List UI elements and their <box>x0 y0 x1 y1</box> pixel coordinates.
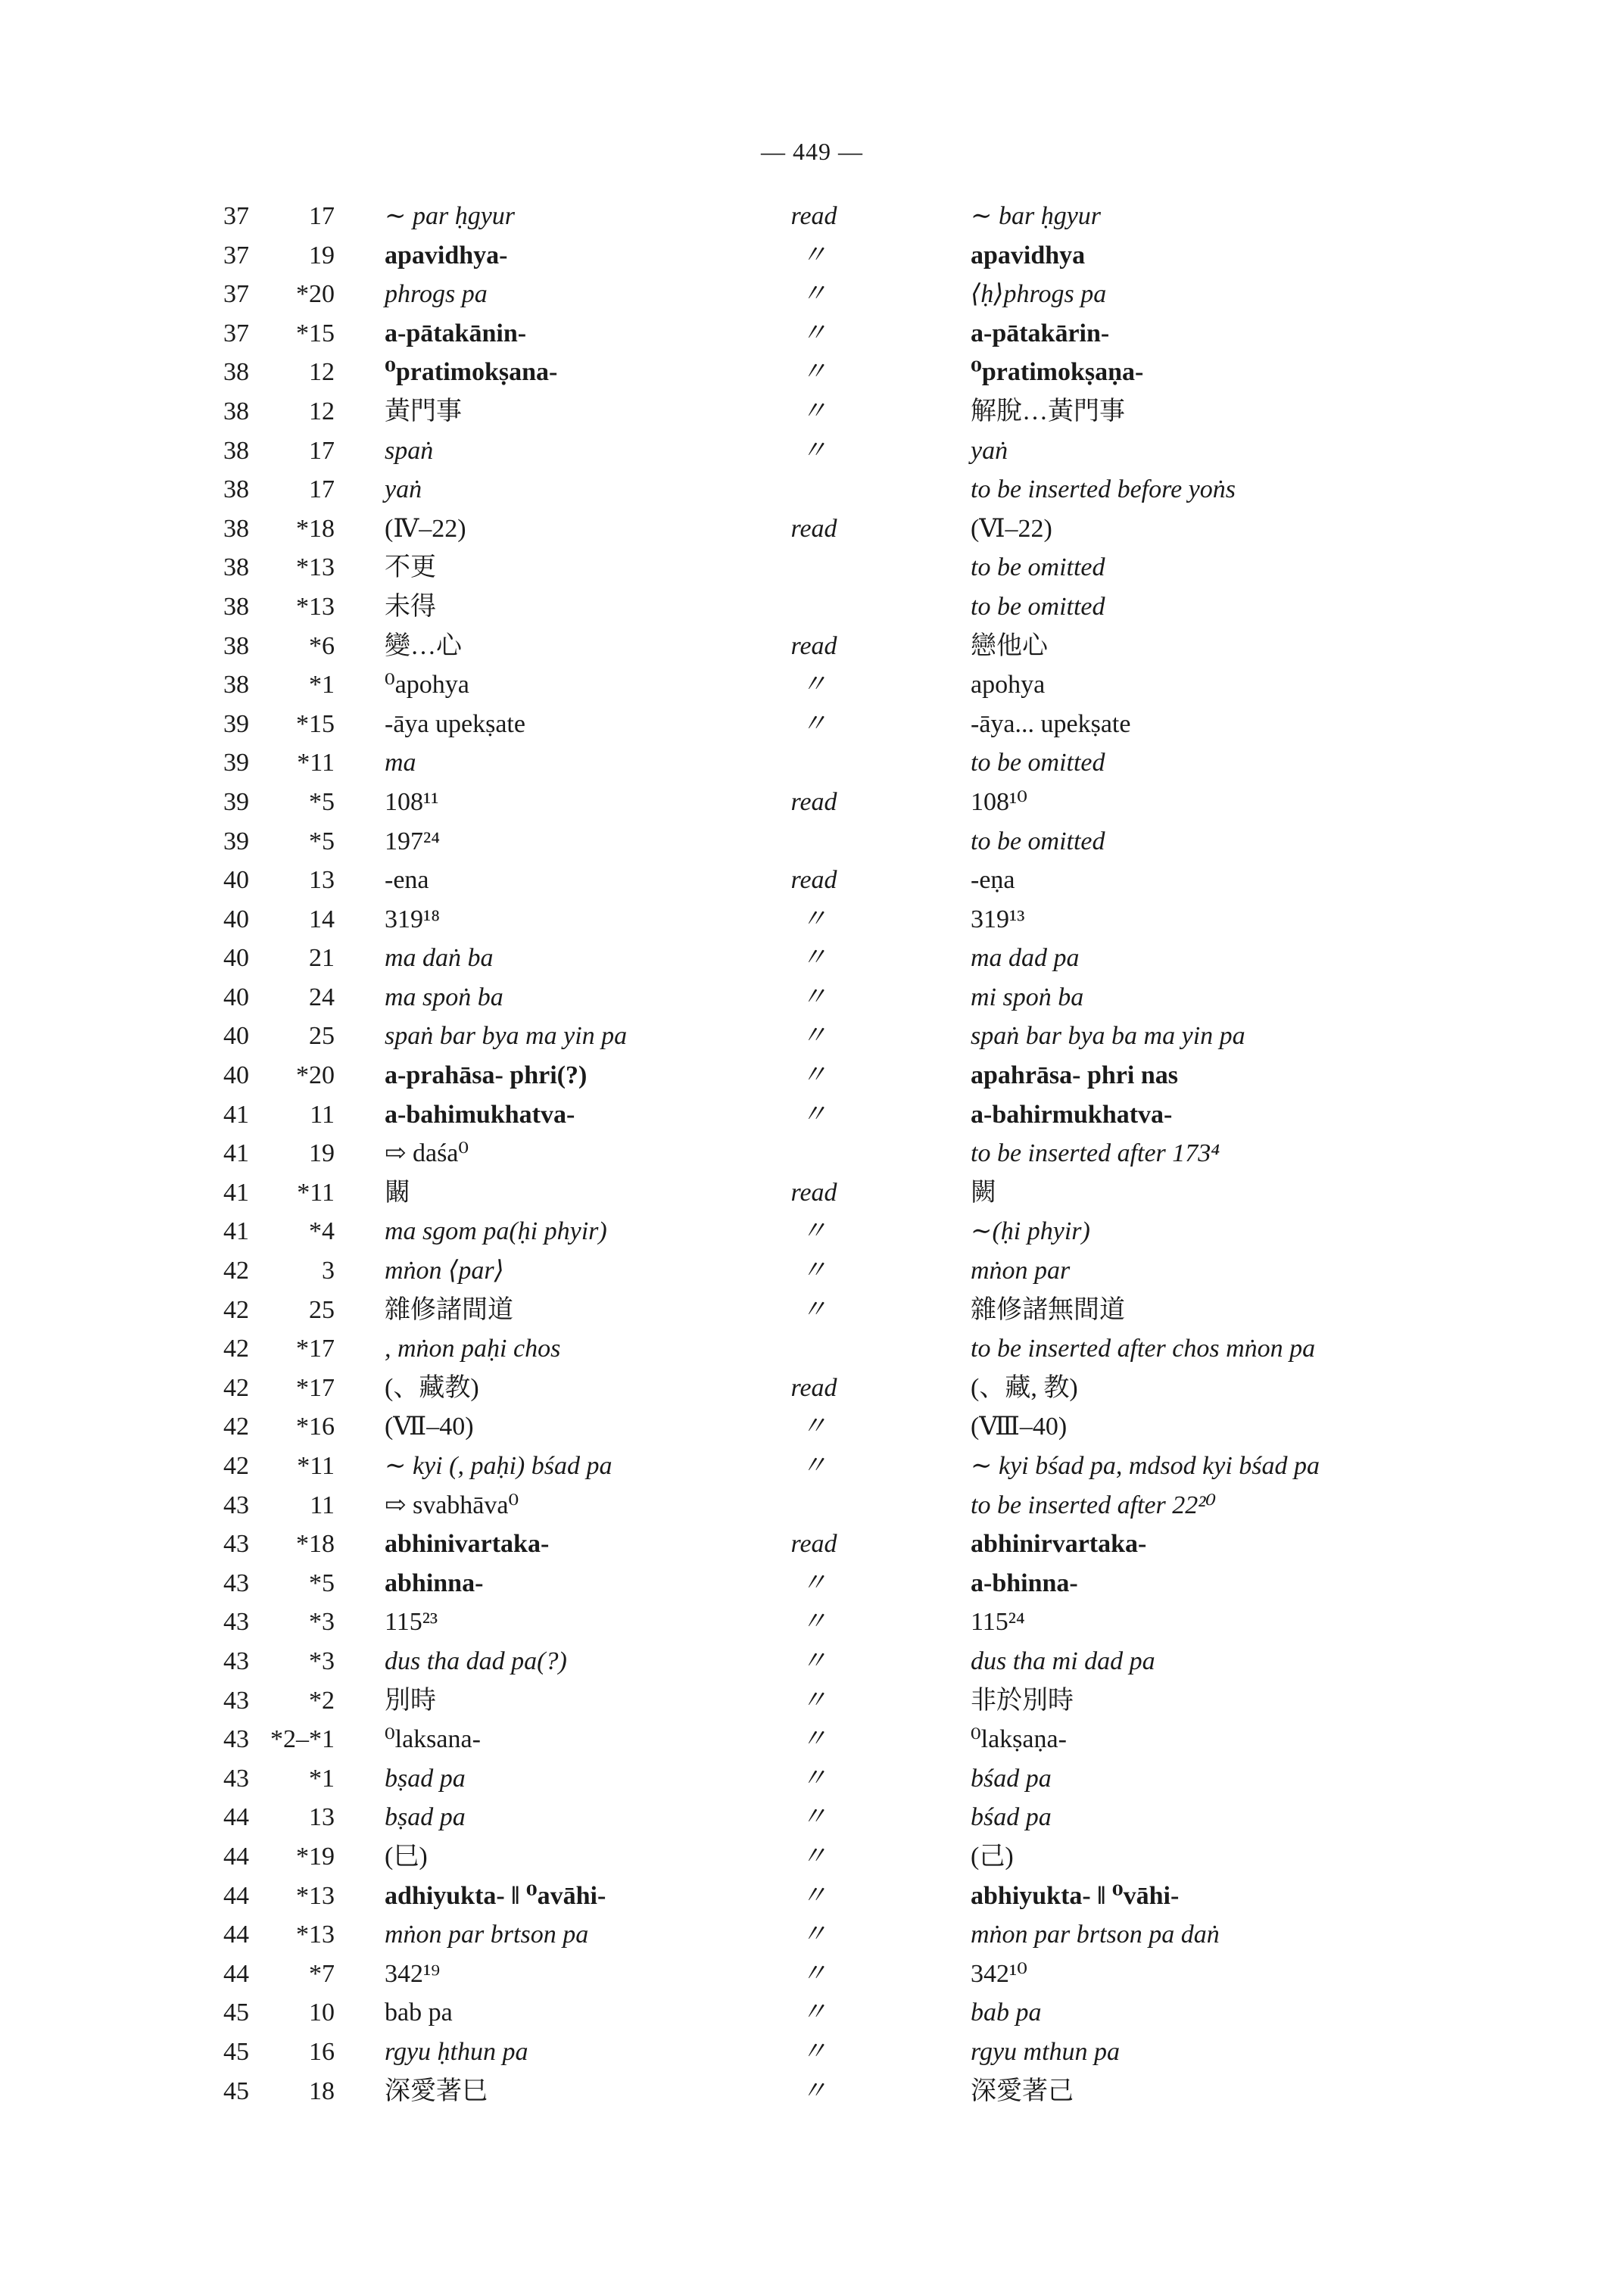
correction-instruction: 〃 <box>801 944 827 973</box>
erroneous-text: ⁰apohya <box>385 671 469 699</box>
correction-instruction: 〃 <box>801 436 827 465</box>
correction-instruction: 〃 <box>801 1608 827 1637</box>
page-ref: 43 <box>223 1647 249 1675</box>
errata-row <box>0 939 1624 978</box>
corrected-text: 戀他心 <box>971 631 1048 660</box>
page-ref: 37 <box>223 202 249 230</box>
errata-row <box>0 1720 1624 1759</box>
line-ref: *13 <box>296 592 335 621</box>
line-ref: *11 <box>297 1178 335 1207</box>
errata-row <box>0 861 1624 900</box>
corrected-text: (Ⅷ–40) <box>971 1413 1068 1441</box>
errata-row <box>0 548 1624 587</box>
correction-instruction: 〃 <box>801 671 827 699</box>
errata-row <box>0 236 1624 276</box>
page-ref: 43 <box>223 1725 249 1754</box>
errata-row <box>0 275 1624 314</box>
page-ref: 39 <box>223 827 249 855</box>
errata-row <box>0 353 1624 392</box>
errata-table <box>0 197 1624 2111</box>
errata-row <box>0 1837 1624 1877</box>
corrected-text: apohya <box>971 671 1046 699</box>
corrected-text: to be omitted <box>971 592 1105 621</box>
erroneous-text: 闞 <box>385 1178 410 1207</box>
page-ref: 45 <box>223 2037 249 2066</box>
errata-row <box>0 1486 1624 1525</box>
erroneous-text: ma spoṅ ba <box>385 983 503 1011</box>
correction-instruction: 〃 <box>801 1647 827 1675</box>
line-ref: 24 <box>309 983 335 1011</box>
erroneous-text: 別時 <box>385 1686 436 1715</box>
errata-row <box>0 2072 1624 2111</box>
page-ref: 42 <box>223 1295 249 1324</box>
page-ref: 44 <box>223 1842 249 1871</box>
errata-row <box>0 392 1624 431</box>
line-ref: 25 <box>309 1022 335 1051</box>
correction-instruction: 〃 <box>801 319 827 347</box>
erroneous-text: dus tha dad pa(?) <box>385 1647 567 1675</box>
page-ref: 44 <box>223 1921 249 1949</box>
correction-instruction: 〃 <box>801 397 827 425</box>
correction-instruction: 〃 <box>801 241 827 269</box>
page-ref: 44 <box>223 1803 249 1832</box>
corrected-text: a-pātakārin- <box>971 319 1110 347</box>
erroneous-text: 108¹¹ <box>385 787 439 816</box>
line-ref: 21 <box>309 944 335 973</box>
erroneous-text: (Ⅳ–22) <box>385 514 466 543</box>
errata-row <box>0 705 1624 744</box>
line-ref: 18 <box>309 2076 335 2105</box>
page-ref: 42 <box>223 1452 249 1480</box>
corrected-text: ∼ bar ḥgyur <box>971 202 1102 230</box>
line-ref: *2 <box>309 1686 335 1715</box>
correction-instruction: 〃 <box>801 983 827 1011</box>
errata-row <box>0 1212 1624 1251</box>
erroneous-text: apavidhya- <box>385 241 508 269</box>
erroneous-text: a-prahāsa- phri(?) <box>385 1061 588 1090</box>
line-ref: *4 <box>309 1217 335 1246</box>
page-ref: 40 <box>223 1061 249 1090</box>
errata-row <box>0 627 1624 666</box>
line-ref: 17 <box>309 436 335 465</box>
errata-row <box>0 1291 1624 1330</box>
errata-row <box>0 1056 1624 1095</box>
page-ref: 43 <box>223 1608 249 1637</box>
line-ref: *18 <box>296 1530 335 1559</box>
corrected-text: (、藏, 教) <box>971 1373 1078 1402</box>
line-ref: 17 <box>309 202 335 230</box>
corrected-text: 108¹⁰ <box>971 787 1027 816</box>
errata-row <box>0 197 1624 236</box>
corrected-text: 115²⁴ <box>971 1608 1025 1637</box>
erroneous-text: ma daṅ ba <box>385 944 494 973</box>
erroneous-text: (、藏教) <box>385 1373 479 1402</box>
line-ref: 13 <box>309 1803 335 1832</box>
errata-row <box>0 1017 1624 1056</box>
corrected-text: bśad pa <box>971 1764 1052 1793</box>
corrected-text: 非於別時 <box>971 1686 1074 1715</box>
page-ref: 37 <box>223 319 249 347</box>
erroneous-text: 變…心 <box>385 631 462 660</box>
errata-row <box>0 470 1624 509</box>
corrected-text: to be inserted before yoṅs <box>971 475 1236 504</box>
corrected-text: dus tha mi dad pa <box>971 1647 1155 1675</box>
erroneous-text: ⁰pratimokṣana- <box>385 358 558 387</box>
corrected-text: apahrāsa- phri nas <box>971 1061 1178 1090</box>
errata-row <box>0 1329 1624 1369</box>
corrected-text: mṅon par brtson pa daṅ <box>971 1921 1220 1949</box>
corrected-text: to be inserted after 173⁴ <box>971 1139 1220 1168</box>
correction-instruction: 〃 <box>801 1959 827 1988</box>
correction-instruction: 〃 <box>801 1999 827 2027</box>
corrected-text: abhinirvartaka- <box>971 1530 1147 1559</box>
erroneous-text: spaṅ <box>385 436 434 465</box>
correction-instruction: read <box>790 1373 837 1402</box>
errata-row <box>0 509 1624 549</box>
page-ref: 39 <box>223 749 249 777</box>
line-ref: *11 <box>297 1452 335 1480</box>
erroneous-text: 319¹⁸ <box>385 905 441 933</box>
page-ref: 41 <box>223 1139 249 1168</box>
corrected-text: abhiyukta- ‖ ⁰vāhi- <box>971 1881 1180 1910</box>
erroneous-text: , mṅon paḥi chos <box>385 1335 561 1363</box>
line-ref: *19 <box>296 1842 335 1871</box>
corrected-text: apavidhya <box>971 241 1086 269</box>
erroneous-text: bṣad pa <box>385 1803 466 1832</box>
corrected-text: 闕 <box>971 1178 996 1207</box>
page-ref: 38 <box>223 358 249 387</box>
page-ref: 37 <box>223 280 249 309</box>
page-ref: 43 <box>223 1530 249 1559</box>
errata-row <box>0 1603 1624 1642</box>
page-ref: 38 <box>223 436 249 465</box>
correction-instruction: 〃 <box>801 1413 827 1441</box>
errata-row <box>0 314 1624 354</box>
corrected-text: spaṅ bar bya ba ma yin pa <box>971 1022 1245 1051</box>
corrected-text: mṅon par <box>971 1257 1071 1285</box>
corrected-text: ⁰lakṣaṇa- <box>971 1725 1067 1754</box>
page-ref: 38 <box>223 671 249 699</box>
erroneous-text: mṅon ⟨par⟩ <box>385 1257 504 1285</box>
erroneous-text: mṅon par brtson pa <box>385 1921 589 1949</box>
corrected-text: mi spoṅ ba <box>971 983 1084 1011</box>
line-ref: *15 <box>296 319 335 347</box>
errata-row <box>0 1173 1624 1213</box>
correction-instruction: 〃 <box>801 1803 827 1832</box>
correction-instruction: 〃 <box>801 1881 827 1910</box>
page-ref: 42 <box>223 1373 249 1402</box>
corrected-text: bśad pa <box>971 1803 1052 1832</box>
line-ref: *13 <box>296 1921 335 1949</box>
errata-row <box>0 1798 1624 1837</box>
corrected-text: ma dad pa <box>971 944 1080 973</box>
line-ref: *3 <box>309 1647 335 1675</box>
line-ref: 19 <box>309 241 335 269</box>
correction-instruction: 〃 <box>801 1725 827 1754</box>
line-ref: *5 <box>309 787 335 816</box>
corrected-text: to be inserted after 22²⁰ <box>971 1491 1217 1519</box>
errata-row <box>0 978 1624 1017</box>
correction-instruction: 〃 <box>801 709 827 738</box>
page-ref: 40 <box>223 905 249 933</box>
line-ref: *1 <box>309 671 335 699</box>
line-ref: 12 <box>309 397 335 425</box>
page-ref: 42 <box>223 1257 249 1285</box>
corrected-text: to be inserted after chos mṅon pa <box>971 1335 1316 1363</box>
errata-row <box>0 1095 1624 1135</box>
erroneous-text: adhiyukta- ‖ ⁰avāhi- <box>385 1881 606 1910</box>
errata-row <box>0 1447 1624 1486</box>
errata-row <box>0 1915 1624 1955</box>
errata-row <box>0 1955 1624 1994</box>
line-ref: *5 <box>309 1569 335 1597</box>
page-ref: 41 <box>223 1217 249 1246</box>
erroneous-text: bṣad pa <box>385 1764 466 1793</box>
line-ref: 14 <box>309 905 335 933</box>
erroneous-text: ⁰laksana- <box>385 1725 481 1754</box>
page-ref: 39 <box>223 709 249 738</box>
page-ref: 38 <box>223 553 249 582</box>
page-ref: 42 <box>223 1413 249 1441</box>
corrected-text: bab pa <box>971 1999 1042 2027</box>
line-ref: *6 <box>309 631 335 660</box>
page-ref: 43 <box>223 1491 249 1519</box>
corrected-text: 深愛著己 <box>971 2076 1074 2105</box>
errata-row <box>0 1681 1624 1721</box>
errata-row <box>0 431 1624 471</box>
page-ref: 38 <box>223 397 249 425</box>
correction-instruction: 〃 <box>801 1569 827 1597</box>
correction-instruction: 〃 <box>801 1686 827 1715</box>
correction-instruction: 〃 <box>801 1022 827 1051</box>
corrected-text: 342¹⁰ <box>971 1959 1027 1988</box>
page-ref: 45 <box>223 1999 249 2027</box>
corrected-text: to be omitted <box>971 749 1105 777</box>
line-ref: *13 <box>296 1881 335 1910</box>
correction-instruction: 〃 <box>801 280 827 309</box>
erroneous-text: 不更 <box>385 553 436 582</box>
page-ref: 39 <box>223 787 249 816</box>
errata-row <box>0 1877 1624 1916</box>
erroneous-text: (巳) <box>385 1842 428 1871</box>
page-ref: 38 <box>223 475 249 504</box>
line-ref: *11 <box>297 749 335 777</box>
line-ref: *5 <box>309 827 335 855</box>
erroneous-text: -ena <box>385 866 429 895</box>
errata-row <box>0 1134 1624 1173</box>
errata-row <box>0 665 1624 705</box>
correction-instruction: 〃 <box>801 905 827 933</box>
erroneous-text: ⇨ svabhāva⁰ <box>385 1491 519 1519</box>
page-number: — 449 — <box>761 138 863 165</box>
line-ref: *15 <box>296 709 335 738</box>
line-ref: *7 <box>309 1959 335 1988</box>
page-ref: 40 <box>223 983 249 1011</box>
correction-instruction: 〃 <box>801 1061 827 1090</box>
erroneous-text: ∼ kyi (, paḥi) bśad pa <box>385 1452 613 1480</box>
corrected-text: to be omitted <box>971 827 1105 855</box>
correction-instruction: 〃 <box>801 1257 827 1285</box>
page-ref: 44 <box>223 1959 249 1988</box>
erroneous-text: ma <box>385 749 416 777</box>
erroneous-text: rgyu ḥthun pa <box>385 2037 528 2066</box>
correction-instruction: 〃 <box>801 1217 827 1246</box>
corrected-text: yaṅ <box>971 436 1008 465</box>
erroneous-text: 黃門事 <box>385 397 462 425</box>
page-ref: 40 <box>223 866 249 895</box>
line-ref: *20 <box>296 1061 335 1090</box>
correction-instruction: read <box>790 631 837 660</box>
errata-row <box>0 1993 1624 2033</box>
erroneous-text: 深愛著巳 <box>385 2076 488 2105</box>
errata-row <box>0 1407 1624 1447</box>
errata-row <box>0 1759 1624 1799</box>
corrected-text: to be omitted <box>971 553 1105 582</box>
erroneous-text: ∼ par ḥgyur <box>385 202 516 230</box>
correction-instruction: 〃 <box>801 1764 827 1793</box>
correction-instruction: 〃 <box>801 2076 827 2105</box>
erroneous-text: 雜修諸間道 <box>385 1295 513 1324</box>
correction-instruction: 〃 <box>801 358 827 387</box>
line-ref: *18 <box>296 514 335 543</box>
line-ref: *17 <box>296 1335 335 1363</box>
errata-row <box>0 822 1624 861</box>
line-ref: 10 <box>309 1999 335 2027</box>
page-ref: 42 <box>223 1335 249 1363</box>
correction-instruction: read <box>790 1530 837 1559</box>
corrected-text: 雜修諸無間道 <box>971 1295 1125 1324</box>
erroneous-text: 342¹⁹ <box>385 1959 441 1988</box>
page-ref: 41 <box>223 1100 249 1129</box>
line-ref: 25 <box>309 1295 335 1324</box>
corrected-text: ⁰pratimokṣaṇa- <box>971 358 1144 387</box>
line-ref: 19 <box>309 1139 335 1168</box>
erroneous-text: spaṅ bar bya ma yin pa <box>385 1022 628 1051</box>
line-ref: *16 <box>296 1413 335 1441</box>
corrected-text: 319¹³ <box>971 905 1025 933</box>
page-ref: 38 <box>223 631 249 660</box>
errata-row <box>0 743 1624 783</box>
correction-instruction: 〃 <box>801 1452 827 1480</box>
correction-instruction: read <box>790 866 837 895</box>
page-ref: 44 <box>223 1881 249 1910</box>
corrected-text: ∼(ḥi phyir) <box>971 1217 1090 1246</box>
errata-row <box>0 783 1624 822</box>
line-ref: 17 <box>309 475 335 504</box>
corrected-text: a-bahirmukhatva- <box>971 1100 1173 1129</box>
errata-row <box>0 1525 1624 1564</box>
erroneous-text: ⇨ daśa⁰ <box>385 1139 469 1168</box>
page-ref: 40 <box>223 944 249 973</box>
corrected-text: -āya... upekṣate <box>971 709 1131 738</box>
erroneous-text: bab pa <box>385 1999 453 2027</box>
errata-row <box>0 1369 1624 1408</box>
line-ref: *13 <box>296 553 335 582</box>
erroneous-text: 115²³ <box>385 1608 438 1637</box>
line-ref: 11 <box>310 1491 335 1519</box>
errata-row <box>0 1642 1624 1681</box>
erroneous-text: abhinivartaka- <box>385 1530 550 1559</box>
page-ref: 38 <box>223 514 249 543</box>
correction-instruction: read <box>790 202 837 230</box>
correction-instruction: 〃 <box>801 1921 827 1949</box>
erroneous-text: (Ⅶ–40) <box>385 1413 474 1441</box>
errata-row <box>0 2033 1624 2072</box>
corrected-text: rgyu mthun pa <box>971 2037 1121 2066</box>
line-ref: 11 <box>310 1100 335 1129</box>
line-ref: *20 <box>296 280 335 309</box>
line-ref: *1 <box>309 1764 335 1793</box>
corrected-text: (Ⅵ–22) <box>971 514 1052 543</box>
line-ref: 16 <box>309 2037 335 2066</box>
page-ref: 43 <box>223 1569 249 1597</box>
corrected-text: 解脫…黃門事 <box>971 397 1125 425</box>
corrected-text: a-bhinna- <box>971 1569 1078 1597</box>
correction-instruction: read <box>790 1178 837 1207</box>
page-ref: 41 <box>223 1178 249 1207</box>
correction-instruction: 〃 <box>801 1842 827 1871</box>
page-ref: 37 <box>223 241 249 269</box>
correction-instruction: 〃 <box>801 1295 827 1324</box>
errata-row <box>0 1251 1624 1291</box>
correction-instruction: read <box>790 787 837 816</box>
erroneous-text: 未得 <box>385 592 436 621</box>
erroneous-text: a-pātakānin- <box>385 319 527 347</box>
erroneous-text: phrogs pa <box>385 280 488 309</box>
page-ref: 43 <box>223 1764 249 1793</box>
erroneous-text: yaṅ <box>385 475 422 504</box>
line-ref: 3 <box>322 1257 335 1285</box>
line-ref: *17 <box>296 1373 335 1402</box>
correction-instruction: read <box>790 514 837 543</box>
corrected-text: (己) <box>971 1842 1014 1871</box>
erroneous-text: a-bahimukhatva- <box>385 1100 575 1129</box>
erroneous-text: abhinna- <box>385 1569 484 1597</box>
page-ref: 45 <box>223 2076 249 2105</box>
line-ref: 13 <box>309 866 335 895</box>
correction-instruction: 〃 <box>801 1100 827 1129</box>
errata-row <box>0 900 1624 939</box>
errata-row <box>0 1564 1624 1603</box>
errata-row <box>0 587 1624 627</box>
page-ref: 43 <box>223 1686 249 1715</box>
page-ref: 40 <box>223 1022 249 1051</box>
corrected-text: -eṇa <box>971 866 1015 895</box>
erroneous-text: -āya upekṣate <box>385 709 525 738</box>
line-ref: *3 <box>309 1608 335 1637</box>
corrected-text: ∼ kyi bśad pa, mdsod kyi bśad pa <box>971 1452 1320 1480</box>
corrected-text: ⟨ḥ⟩phrogs pa <box>971 280 1107 309</box>
correction-instruction: 〃 <box>801 2037 827 2066</box>
erroneous-text: 197²⁴ <box>385 827 441 855</box>
page-ref: 38 <box>223 592 249 621</box>
line-ref: 12 <box>309 358 335 387</box>
erroneous-text: ma sgom pa(ḥi phyir) <box>385 1217 607 1246</box>
line-ref: *2–*1 <box>270 1725 335 1754</box>
